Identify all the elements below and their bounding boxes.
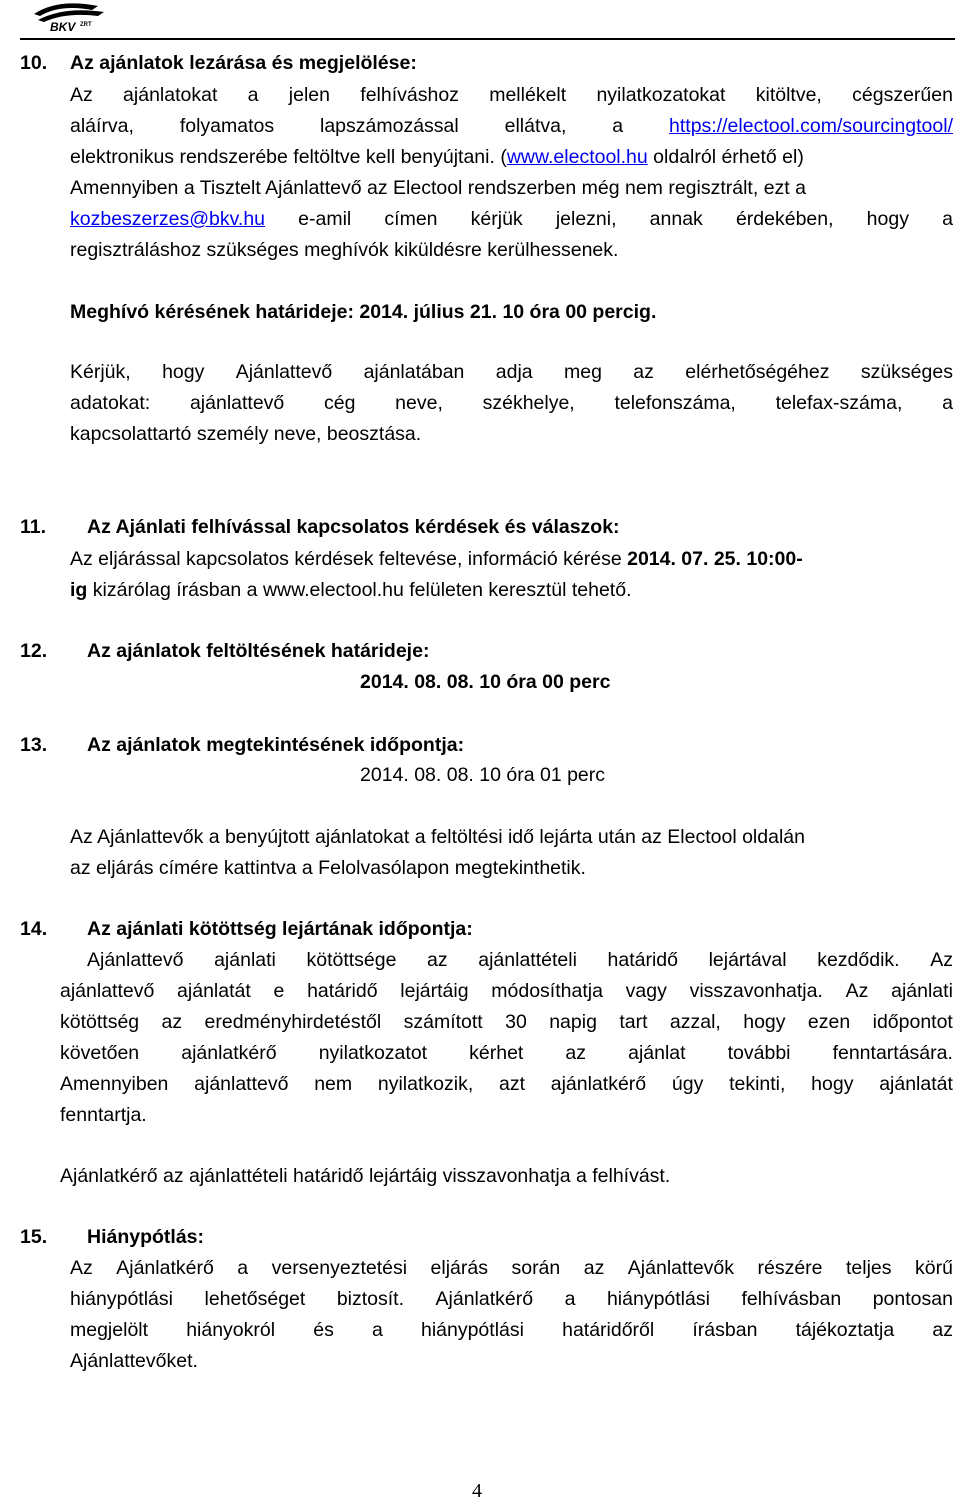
s15-line-1-word: Ajánlatkérő [116, 1257, 214, 1279]
s10-p2-line-1-word: adja [495, 361, 533, 383]
s11-line-1 [70, 544, 803, 574]
s10-p2-line-2-word: telefonszáma, [614, 392, 736, 414]
s14-line-3-word: kötöttség [60, 1011, 140, 1033]
upload-deadline-date: 2014. 08. 08. 10 óra 00 perc [360, 671, 611, 693]
s15-line-3-word: hiánypótlási [420, 1319, 524, 1341]
s14-line-4-word: kérhet [469, 1042, 524, 1064]
s15-line-1-word: teljes [846, 1257, 892, 1279]
s14-line-5-word: hogy [811, 1073, 854, 1095]
s10-l5-w6: hogy [866, 208, 909, 230]
s14-line-5-word: nem [314, 1073, 353, 1095]
s15-line-2-word: Ajánlatkérő [435, 1288, 534, 1310]
s10-l2-w0: aláírva, [70, 115, 134, 137]
invitation-deadline: Meghívó kérésének határideje: 2014. július 21. 10 óra 00 percig. [70, 301, 657, 323]
s14-line-1-word: Az [930, 949, 953, 971]
s10-p2-line-1-word: ajánlatában [363, 361, 465, 383]
s15-line-3-word: a [371, 1319, 383, 1341]
s14-line-4-word: követően [60, 1042, 140, 1064]
s10-line-4: Amennyiben a Tisztelt Ajánlattevő az Electool rendszerben még nem regisztrált, ezt a [70, 177, 806, 199]
s11-line-2 [70, 575, 632, 605]
s14-line-2-word: Az [845, 980, 869, 1002]
s14-line-4-word: fenntartására. [832, 1042, 953, 1064]
s10-line-1-word: felhíváshoz [360, 84, 459, 106]
s15-line-3 [70, 1315, 953, 1345]
s14-line-5 [60, 1069, 953, 1099]
s14-line-4-word: nyilatkozatot [318, 1042, 428, 1064]
s14-line-2-word: lejártáig [400, 980, 469, 1002]
s15-line-2-word: hiánypótlási [606, 1288, 710, 1310]
s10-p2-line-1-word: elérhetőségéhez [685, 361, 830, 383]
s10-p2-line-1-word: meg [564, 361, 602, 383]
s10-line-1-word: nyilatkozatokat [596, 84, 726, 106]
s14-line-3-word: napig [549, 1011, 597, 1033]
s11-l1-text: Az eljárással kapcsolatos kérdések feltevése, információ kérése [70, 548, 628, 570]
s14-line-5-word: tekinti, [729, 1073, 786, 1095]
section-10-title: Az ajánlatok lezárása és megjelölése: [70, 52, 417, 74]
email-link[interactable]: kozbeszerzes@bkv.hu [70, 208, 266, 230]
s14-line-1-word: Ajánlattevő [87, 949, 184, 971]
s10-p2-line-2 [70, 388, 953, 418]
s15-line-3-word: megjelölt [70, 1319, 149, 1341]
s10-line-2 [70, 111, 953, 141]
viewing-date: 2014. 08. 08. 10 óra 01 perc [360, 764, 606, 786]
s10-p2-line-3: kapcsolattartó személy neve, beosztása. [70, 423, 422, 445]
s15-line-3-word: az [932, 1319, 953, 1341]
s14-line-3-word: ezen [807, 1011, 851, 1033]
s14-line-5-word: úgy [671, 1073, 704, 1095]
s13-line-2: az eljárás címére kattintva a Felolvasólapon megtekinthetik. [70, 857, 586, 879]
s14-line-3-word: eredményhirdetéstől [204, 1011, 382, 1033]
s10-l5-w7: a [942, 208, 953, 230]
s10-l5-w1: címen [384, 208, 438, 230]
s15-line-4: Ajánlattevőket. [70, 1350, 198, 1372]
s14-line-2-word: vagy [625, 980, 667, 1002]
s14-line-2-word: ajánlattevő [60, 980, 155, 1002]
s14-line-4 [60, 1038, 953, 1068]
s14-line-5-word: ajánlatát [879, 1073, 953, 1095]
s14-line-2 [60, 976, 953, 1006]
s14-line-3-word: hogy [743, 1011, 786, 1033]
s10-l5-w0: e-amil [298, 208, 352, 230]
section-13-title: Az ajánlatok megtekintésének időpontja: [87, 734, 465, 756]
s10-line-1-word: ajánlatokat [123, 84, 218, 106]
s10-p2-line-2-word: székhelye, [482, 392, 575, 414]
s10-p2-line-1-word: az [633, 361, 654, 383]
s14-line-1-word: lejártával [708, 949, 787, 971]
s14-line-5-word: azt [498, 1073, 525, 1095]
s15-line-1-word: eljárás [430, 1257, 488, 1279]
s15-line-3-word: írásban [692, 1319, 758, 1341]
s11-l2-bold: ig [70, 579, 88, 601]
logo-text: BKV [50, 20, 76, 32]
s14-line-5-word: ajánlatkérő [550, 1073, 647, 1095]
s10-l5-w2: kérjük [470, 208, 523, 230]
s14-line-1-word: az [427, 949, 448, 971]
s14-line-5-word: ajánlattevő [194, 1073, 289, 1095]
page-number: 4 [472, 1480, 482, 1502]
s10-l5-w5: érdekében, [735, 208, 834, 230]
s15-line-2-word: felhívásban [741, 1288, 842, 1310]
s15-line-1 [70, 1253, 953, 1283]
s15-line-2-word: biztosít. [336, 1288, 405, 1310]
section-10-number: 10. [20, 52, 48, 74]
s15-line-2-word: lehetőséget [204, 1288, 306, 1310]
s14-line-3-word: számított [403, 1011, 483, 1033]
logo-superscript: ZRT [80, 22, 92, 28]
s14-line-3-word: az [161, 1011, 183, 1033]
s10-l2-w4: a [612, 115, 624, 137]
s14-line-1-word: kezdődik. [817, 949, 900, 971]
s14-line-4-word: ajánlat [628, 1042, 686, 1064]
section-15-title: Hiánypótlás: [87, 1226, 205, 1248]
s14-line-1-word: kötöttsége [306, 949, 397, 971]
s10-p2-line-2-word: adatokat: [70, 392, 151, 414]
s10-l5-w3: jelezni, [555, 208, 617, 230]
section-11-title: Az Ajánlati felhívással kapcsolatos kérdések és válaszok: [87, 516, 620, 538]
s10-l2-w3: ellátva, [504, 115, 567, 137]
s10-line-1-word: jelen [288, 84, 330, 106]
s15-line-1-word: az [583, 1257, 605, 1279]
s10-p2-line-2-word: neve, [395, 392, 443, 414]
section-15-number: 15. [20, 1226, 48, 1248]
s10-l3-text: elektronikus rendszerébe feltöltve kell benyújtani. ( [70, 146, 507, 168]
s14-line-4-word: ajánlatkérő [181, 1042, 277, 1064]
s11-l2-text: kizárólag írásban a www.electool.hu felületen keresztül tehető. [87, 579, 632, 601]
s14-line-3-word: 30 [505, 1011, 527, 1033]
bkv-logo [28, 0, 114, 32]
s15-line-1-word: részére [757, 1257, 823, 1279]
s14-line-2-word: e [273, 980, 285, 1002]
s15-line-2-word: pontosan [872, 1288, 953, 1310]
s14-line-3-word: azzal, [669, 1011, 721, 1033]
s15-line-2-word: hiánypótlási [70, 1288, 173, 1310]
s14-line-1-word: ajánlattételi [478, 949, 577, 971]
s15-line-1-word: körű [915, 1257, 953, 1279]
s10-line-6: regisztráláshoz szükséges meghívók kiküldésre kerülhessenek. [70, 239, 619, 261]
s10-line-1-word: Az [70, 84, 93, 106]
s14-line-2-word: ajánlatát [177, 980, 251, 1002]
s15-line-1-word: során [511, 1257, 561, 1279]
s10-l3-after: oldalról érhető el) [647, 146, 804, 168]
s14-para-2: Ajánlatkérő az ajánlattételi határidő lejártáig visszavonhatja a felhívást. [60, 1165, 671, 1187]
s15-line-3-word: és [313, 1319, 334, 1341]
s10-l2-w2: lapszámozással [320, 115, 459, 137]
s14-line-3-word: tart [619, 1011, 648, 1033]
s10-p2-line-1-word: szükséges [860, 361, 953, 383]
s14-line-5-word: Amennyiben [60, 1073, 169, 1095]
s14-line-2-word: módosíthatja [491, 980, 603, 1002]
section-13-number: 13. [20, 734, 48, 756]
s14-line-4-word: az [565, 1042, 587, 1064]
s15-line-1-word: Ajánlattevők [627, 1257, 735, 1279]
s10-p2-line-2-word: ajánlattevő [189, 392, 285, 414]
s13-line-1: Az Ajánlattevők a benyújtott ajánlatokat a feltöltési idő lejárta után az Electool oldalán [70, 826, 805, 848]
s14-line-2-word: ajánlati [891, 980, 953, 1002]
s10-l5-w4: annak [649, 208, 703, 230]
s14-line-6: fenntartja. [60, 1104, 147, 1126]
s14-line-5-word: nyilatkozik, [377, 1073, 474, 1095]
s15-line-2 [70, 1284, 953, 1314]
s10-line-1-word: mellékelt [489, 84, 567, 106]
electool-sourcing-link[interactable]: https://electool.com/sourcingtool/ [669, 115, 953, 137]
s15-line-3-word: határidőről [562, 1319, 655, 1341]
s10-l2-w1: folyamatos [179, 115, 275, 137]
s10-p2-line-1-word: hogy [162, 361, 205, 383]
s10-line-1-word: kitöltve, [755, 84, 822, 106]
s14-line-1-word: ajánlati [214, 949, 276, 971]
s15-line-3-word: hiányokról [186, 1319, 276, 1341]
s15-line-3-word: tájékoztatja [795, 1319, 895, 1341]
s14-line-2-word: visszavonhatja. [689, 980, 823, 1002]
s10-p2-line-1-word: Kérjük, [70, 361, 131, 383]
s14-line-1 [87, 945, 953, 975]
section-12-number: 12. [20, 640, 48, 662]
s10-p2-line-1 [70, 357, 953, 387]
s10-line-3 [70, 142, 804, 172]
s15-line-1-word: versenyeztetési [271, 1257, 408, 1279]
s14-line-3 [60, 1007, 953, 1037]
s10-p2-line-2-word: a [942, 392, 953, 414]
s15-line-1-word: a [237, 1257, 249, 1279]
s10-p2-line-2-word: telefax-száma, [775, 392, 903, 414]
s10-line-5 [70, 204, 953, 234]
s14-line-1-word: határidő [607, 949, 678, 971]
s10-line-1-word: cégszerűen [852, 84, 953, 106]
section-12-title: Az ajánlatok feltöltésének határideje: [87, 640, 430, 662]
s14-line-3-word: időpontot [872, 1011, 953, 1033]
s10-p2-line-1-word: Ajánlattevő [235, 361, 333, 383]
s15-line-1-word: Az [70, 1257, 93, 1279]
section-14-title: Az ajánlati kötöttség lejártának időpontja: [87, 918, 473, 940]
section-11-number: 11. [20, 516, 47, 538]
s14-line-4-word: további [727, 1042, 791, 1064]
s11-l1-date: 2014. 07. 25. 10:00- [627, 548, 803, 570]
section-14-number: 14. [20, 918, 48, 940]
header-rule [20, 38, 955, 40]
s10-line-1-word: a [247, 84, 259, 106]
s14-line-2-word: határidő [307, 980, 378, 1002]
s15-line-2-word: a [564, 1288, 576, 1310]
s10-p2-line-2-word: cég [324, 392, 356, 414]
electool-link[interactable]: www.electool.hu [506, 146, 648, 168]
s10-line-1 [70, 80, 953, 110]
